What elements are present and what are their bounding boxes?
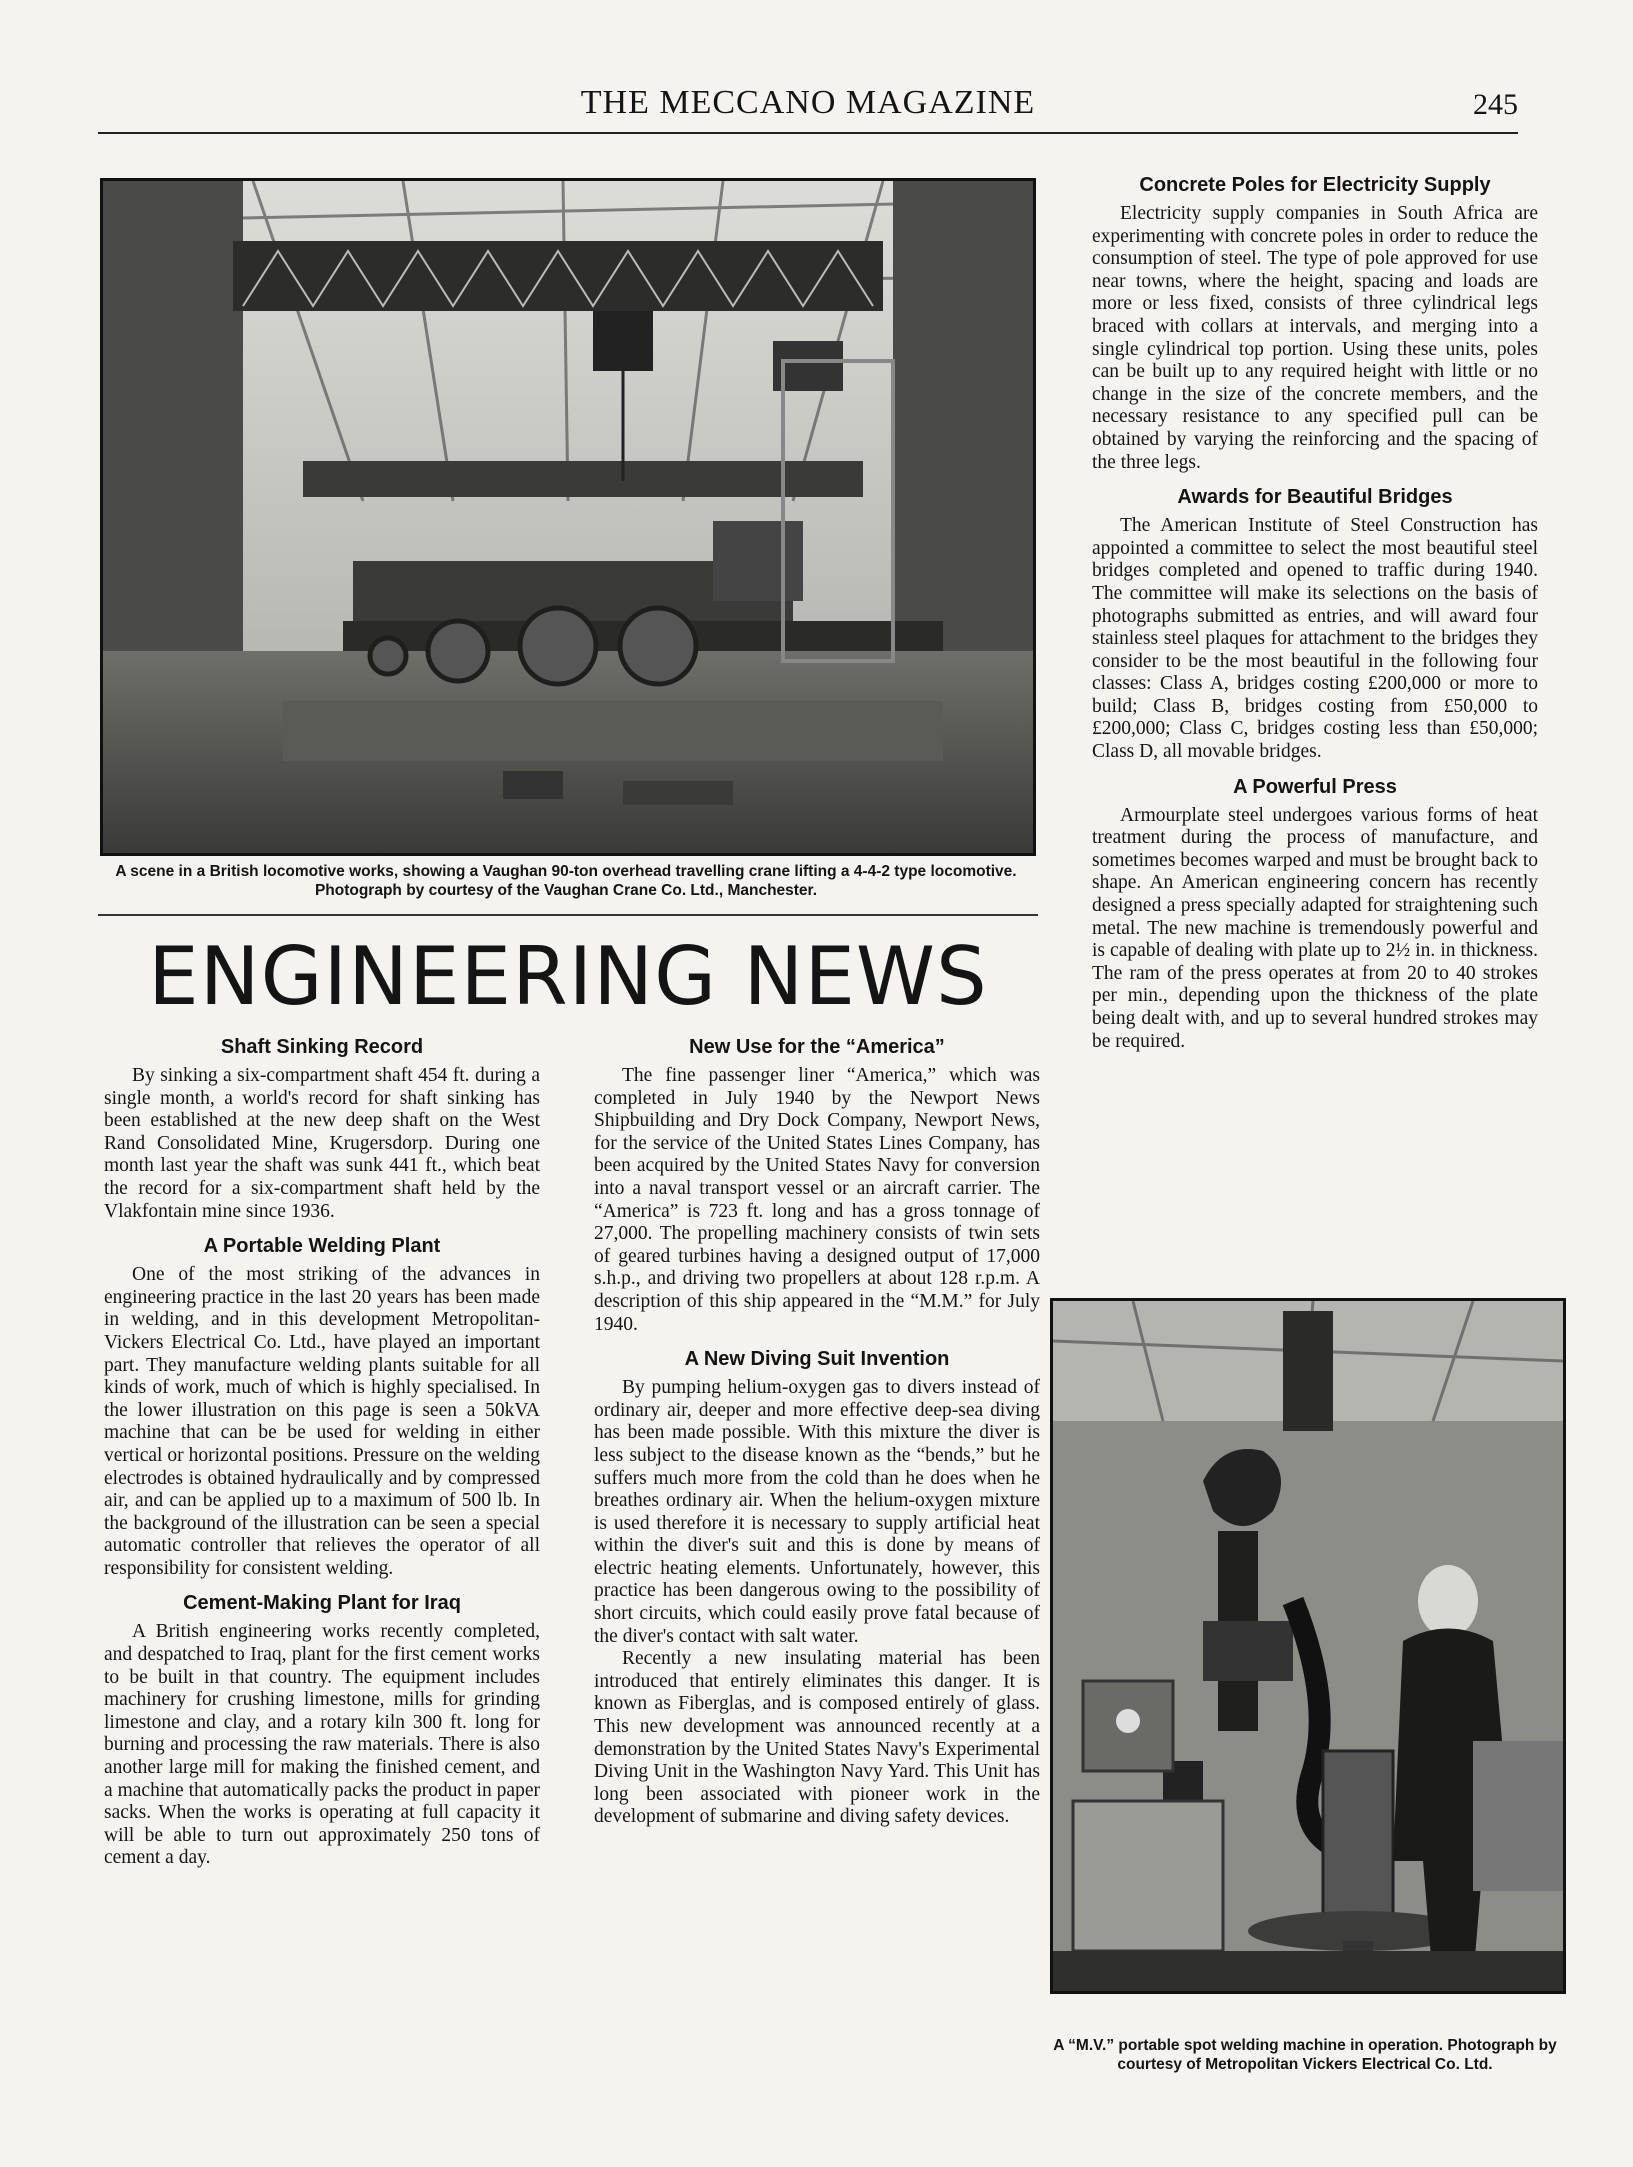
page-number: 245 bbox=[1473, 88, 1518, 121]
article-powerful-press bbox=[1092, 776, 1538, 1054]
top-photo-caption: A scene in a British locomotive works, showing a Vaughan 90-ton overhead travelling crane lifting a 4-4-2 type locomotive. Photograph by courtesy of the Vaughan Crane Co. Ltd., Manchester. bbox=[115, 863, 1017, 899]
article-concrete-poles bbox=[1092, 174, 1538, 474]
article-shaft-sinking bbox=[104, 1036, 540, 1223]
locomotive-works-photo bbox=[100, 178, 1036, 856]
article-heading: Concrete Poles for Electricity Supply bbox=[1139, 174, 1491, 196]
title-rule bbox=[98, 914, 1038, 916]
article-paragraph: By sinking a six-compartment shaft 454 ft. during a single month, a world's record for shaft sinking has been established at the new deep shaft on the West Rand Consolidated Mine, Krugersdorp. During one month last year the shaft was sunk 441 ft., which beat the record for a six-compartment shaft held by the Vlakfontain mine since 1936. bbox=[104, 1065, 540, 1222]
article-paragraph: Electricity supply companies in South Africa are experimenting with concrete poles in order to reduce the consumption of steel. The type of pole approved for use near towns, where the height, spacing and loads are more or less fixed, consists of three cylindrical legs braced with collars at intervals, and merging into a single cylindrical top portion. Using these units, poles can be built up to any required height with little or no change in the size of the concrete members, and the necessary resistance to any specified pull can be obtained by varying the reinforcing and the spacing of the three legs. bbox=[1092, 203, 1538, 473]
column-3 bbox=[1092, 174, 1538, 1065]
article-heading: Shaft Sinking Record bbox=[220, 1036, 424, 1058]
magazine-title: THE MECCANO MAGAZINE bbox=[580, 84, 1036, 121]
article-paragraph: The fine passenger liner “America,” which was completed in July 1940 by the Newport News Shipbuilding and Dry Dock Company, Newport News, for the service of the United States Lines Company, has been acquired by the United States Navy for conversion into a naval transport vessel or an aircraft carrier. The “America” is 723 ft. long and has a gross tonnage of 27,000. The propelling machinery consists of twin sets of geared turbines having a designed output of 17,000 s.h.p., and driving two propellers at about 128 r.p.m. A description of this ship appeared in the “M.M.” for July 1940. bbox=[594, 1065, 1040, 1335]
article-heading: A New Diving Suit Invention bbox=[684, 1348, 950, 1371]
column-2 bbox=[594, 1036, 1040, 1841]
article-diving-suit bbox=[594, 1348, 1040, 1829]
welding-machine-illustration bbox=[1053, 1301, 1563, 1991]
welding-machine-photo bbox=[1050, 1298, 1566, 1994]
locomotive-crane-illustration bbox=[103, 181, 1033, 853]
article-america bbox=[594, 1036, 1040, 1336]
article-heading: Cement-Making Plant for Iraq bbox=[183, 1592, 461, 1615]
running-header bbox=[98, 82, 1518, 134]
article-heading: Awards for Beautiful Bridges bbox=[1177, 486, 1453, 509]
article-portable-welding bbox=[104, 1235, 540, 1580]
column-1 bbox=[104, 1036, 540, 1882]
bottom-photo-caption: A “M.V.” portable spot welding machine in operation. Photograph by courtesy of Metropolitan Vickers Electrical Co. Ltd. bbox=[1053, 2037, 1557, 2073]
article-heading: A Powerful Press bbox=[1233, 775, 1397, 798]
article-heading: A Portable Welding Plant bbox=[203, 1235, 441, 1258]
article-paragraph: One of the most striking of the advances in engineering practice in the last 20 years has been made in welding, and in this development Metropolitan-Vickers Electrical Co. Ltd., have played an important part. They manufacture welding plants suitable for all kinds of work, much of which is highly specialised. In the lower illustration on this page is seen a 50kVA machine that can be be used for welding in either vertical or horizontal positions. Pressure on the welding electrodes is obtained hydraulically and by compressed air, and can be applied up to a maximum of 500 lb. In the background of the illustration can be seen a special automatic controller that relieves the operator of all responsibility for consistent welding. bbox=[104, 1264, 540, 1579]
article-cement-plant bbox=[104, 1592, 540, 1870]
article-heading: New Use for the “America” bbox=[689, 1036, 945, 1058]
page-title: ENGINEERING NEWS bbox=[148, 930, 988, 1023]
article-paragraph: Recently a new insulating material has been introduced that entirely eliminates this danger. It is known as Fiberglas, and is composed entirely of glass. This new development was announced recently at a demonstration by the United States Navy's Experimental Diving Unit in the Washington Navy Yard. This Unit has long been associated with pioneer work in the development of submarine and diving safety devices. bbox=[594, 1648, 1040, 1828]
article-bridge-awards bbox=[1092, 486, 1538, 764]
article-paragraph: The American Institute of Steel Construction has appointed a committee to select the most beautiful steel bridges completed and opened to traffic during 1940. The committee will make its selections on the basis of photographs submitted as entries, and will award four stainless steel plaques for attachment to the bridges they consider to be the most beautiful in the following four classes: Class A, bridges costing £200,000 or more to build; Class B, bridges costing from £50,000 to £200,000; Class C, bridges costing less than £50,000; Class D, all movable bridges. bbox=[1092, 515, 1538, 763]
article-paragraph: A British engineering works recently completed, and despatched to Iraq, plant for the first cement works to be built in that country. The equipment includes machinery for crushing limestone, mills for grinding limestone and clay, and a rotary kiln 300 ft. long for burning and processing the raw materials. There is also another large mill for making the finished cement, and a machine that automatically packs the product in paper sacks. When the works is operating at full capacity it will be able to turn out approximately 250 tons of cement a day. bbox=[104, 1621, 540, 1869]
article-paragraph: Armourplate steel undergoes various forms of heat treatment during the process of manufacture, and sometimes becomes warped and must be brought back to shape. An American engineering concern has recently designed a press specially adapted for straightening such metal. The new machine is tremendously powerful and is capable of dealing with plate up to 2½ in. in thickness. The ram of the press operates at from 20 to 40 strokes per min., depending upon the thickness of the plate being dealt with, and up to several hundred strokes may be required. bbox=[1092, 804, 1538, 1052]
article-paragraph: By pumping helium-oxygen gas to divers instead of ordinary air, deeper and more effective deep-sea diving has been made possible. With this mixture the diver is less subject to the disease known as the “bends,” but he suffers much more from the cold than he does when he breathes ordinary air. When the helium-oxygen mixture is used therefore it is necessary to supply artificial heat within the diver's suit and this is done by means of electric heating elements. Unfortunately, however, this practice has been dangerous owing to the possibility of short circuits, which could easily prove fatal because of the diver's contact with salt water. bbox=[594, 1377, 1040, 1647]
